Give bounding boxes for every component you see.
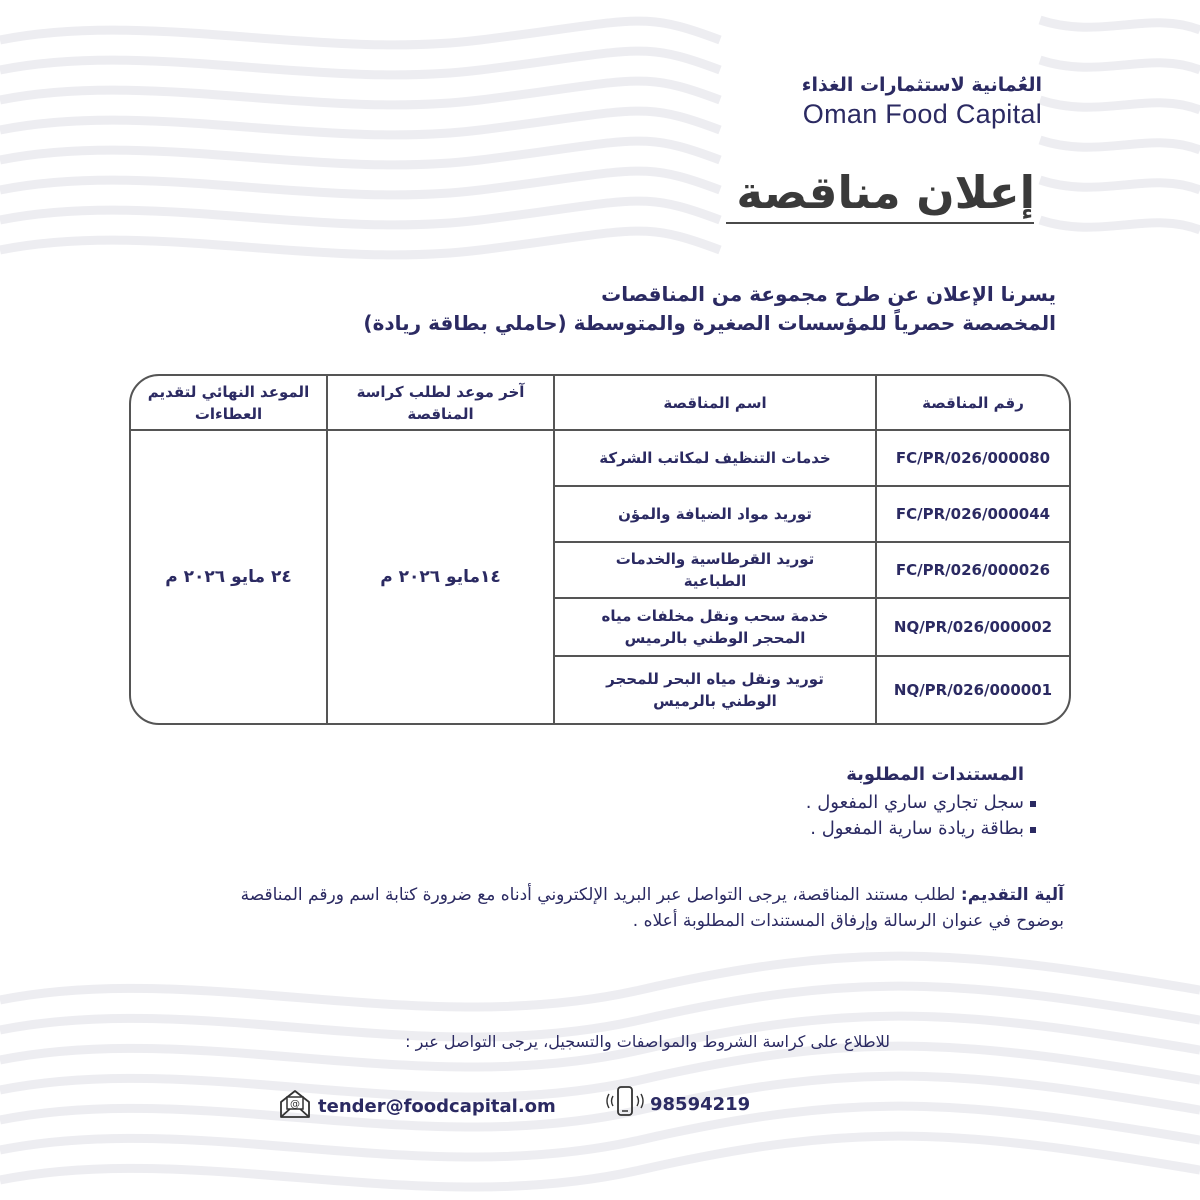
tender-name-cell: توريد مواد الضيافة والمؤن <box>553 487 875 543</box>
documents-title: المستندات المطلوبة <box>846 764 1024 785</box>
brand-logo <box>802 72 1042 130</box>
required-documents <box>806 762 1024 842</box>
brand-name-english: Oman Food Capital <box>802 99 1042 129</box>
mechanism-text: لطلب مستند المناقصة، يرجى التواصل عبر البريد الإلكتروني أدناه مع ضرورة كتابة اسم ورقم المناقصة بوضوح في عنوان الرسالة وإرفاق المستندات المطلوبة أعلاه . <box>240 885 1064 931</box>
request-deadline-value: ١٤مايو ٢٠٢٦ م <box>326 431 553 723</box>
header-tender-name: اسم المناقصة <box>553 376 875 431</box>
phone-icon <box>606 1084 644 1124</box>
brand-name-arabic: العُمانية لاستثمارات الغذاء <box>801 74 1042 96</box>
tender-name-cell: خدمات التنظيف لمكاتب الشركة <box>553 431 875 487</box>
tender-name-cell: خدمة سحب ونقل مخلفات مياه المحجر الوطني بالرميس <box>553 599 875 657</box>
list-item: بطاقة ريادة سارية المفعول . <box>806 816 1036 842</box>
header-final-deadline: الموعد النهائي لتقديم العطاءات <box>131 376 326 431</box>
tender-number-cell: FC/PR/026/000044 <box>875 487 1069 543</box>
documents-list <box>806 790 1024 842</box>
list-item: سجل تجاري ساري المفعول . <box>806 790 1036 816</box>
phone-number[interactable]: 98594219 <box>650 1093 751 1115</box>
header-request-deadline: آخر موعد لطلب كراسة المناقصة <box>326 376 553 431</box>
contact-note: للاطلاع على كراسة الشروط والمواصفات والتسجيل، يرجى التواصل عبر : <box>405 1032 890 1051</box>
phone-contact[interactable] <box>606 1084 750 1124</box>
page-title: إعلان مناقصة <box>736 166 1035 219</box>
tender-number-cell: FC/PR/026/000080 <box>875 431 1069 487</box>
tender-number-cell: FC/PR/026/000026 <box>875 543 1069 599</box>
intro-line-2: المخصصة حصرياً للمؤسسات الصغيرة والمتوسطة (حاملي بطاقة ريادة) <box>363 311 1056 335</box>
email-address[interactable]: tender@foodcapital.om <box>318 1095 556 1117</box>
tender-name-cell: توريد ونقل مياه البحر للمحجر الوطني بالرميس <box>553 657 875 723</box>
tender-name-cell: توريد القرطاسية والخدمات الطباعية <box>553 543 875 599</box>
tender-number-cell: NQ/PR/026/000002 <box>875 599 1069 657</box>
email-icon <box>278 1088 312 1124</box>
title-underline <box>726 222 1034 224</box>
submission-mechanism <box>214 882 1064 934</box>
final-deadline-value: ٢٤ مايو ٢٠٢٦ م <box>165 567 292 587</box>
intro-text <box>196 280 1056 338</box>
intro-line-1: يسرنا الإعلان عن طرح مجموعة من المناقصات <box>601 282 1056 306</box>
tender-table <box>129 374 1071 725</box>
email-contact[interactable] <box>278 1088 556 1124</box>
mechanism-label: آلية التقديم: <box>960 885 1064 905</box>
header-tender-number: رقم المناقصة <box>875 376 1069 431</box>
svg-text:@: @ <box>290 1099 300 1110</box>
tender-number-cell: NQ/PR/026/000001 <box>875 657 1069 723</box>
